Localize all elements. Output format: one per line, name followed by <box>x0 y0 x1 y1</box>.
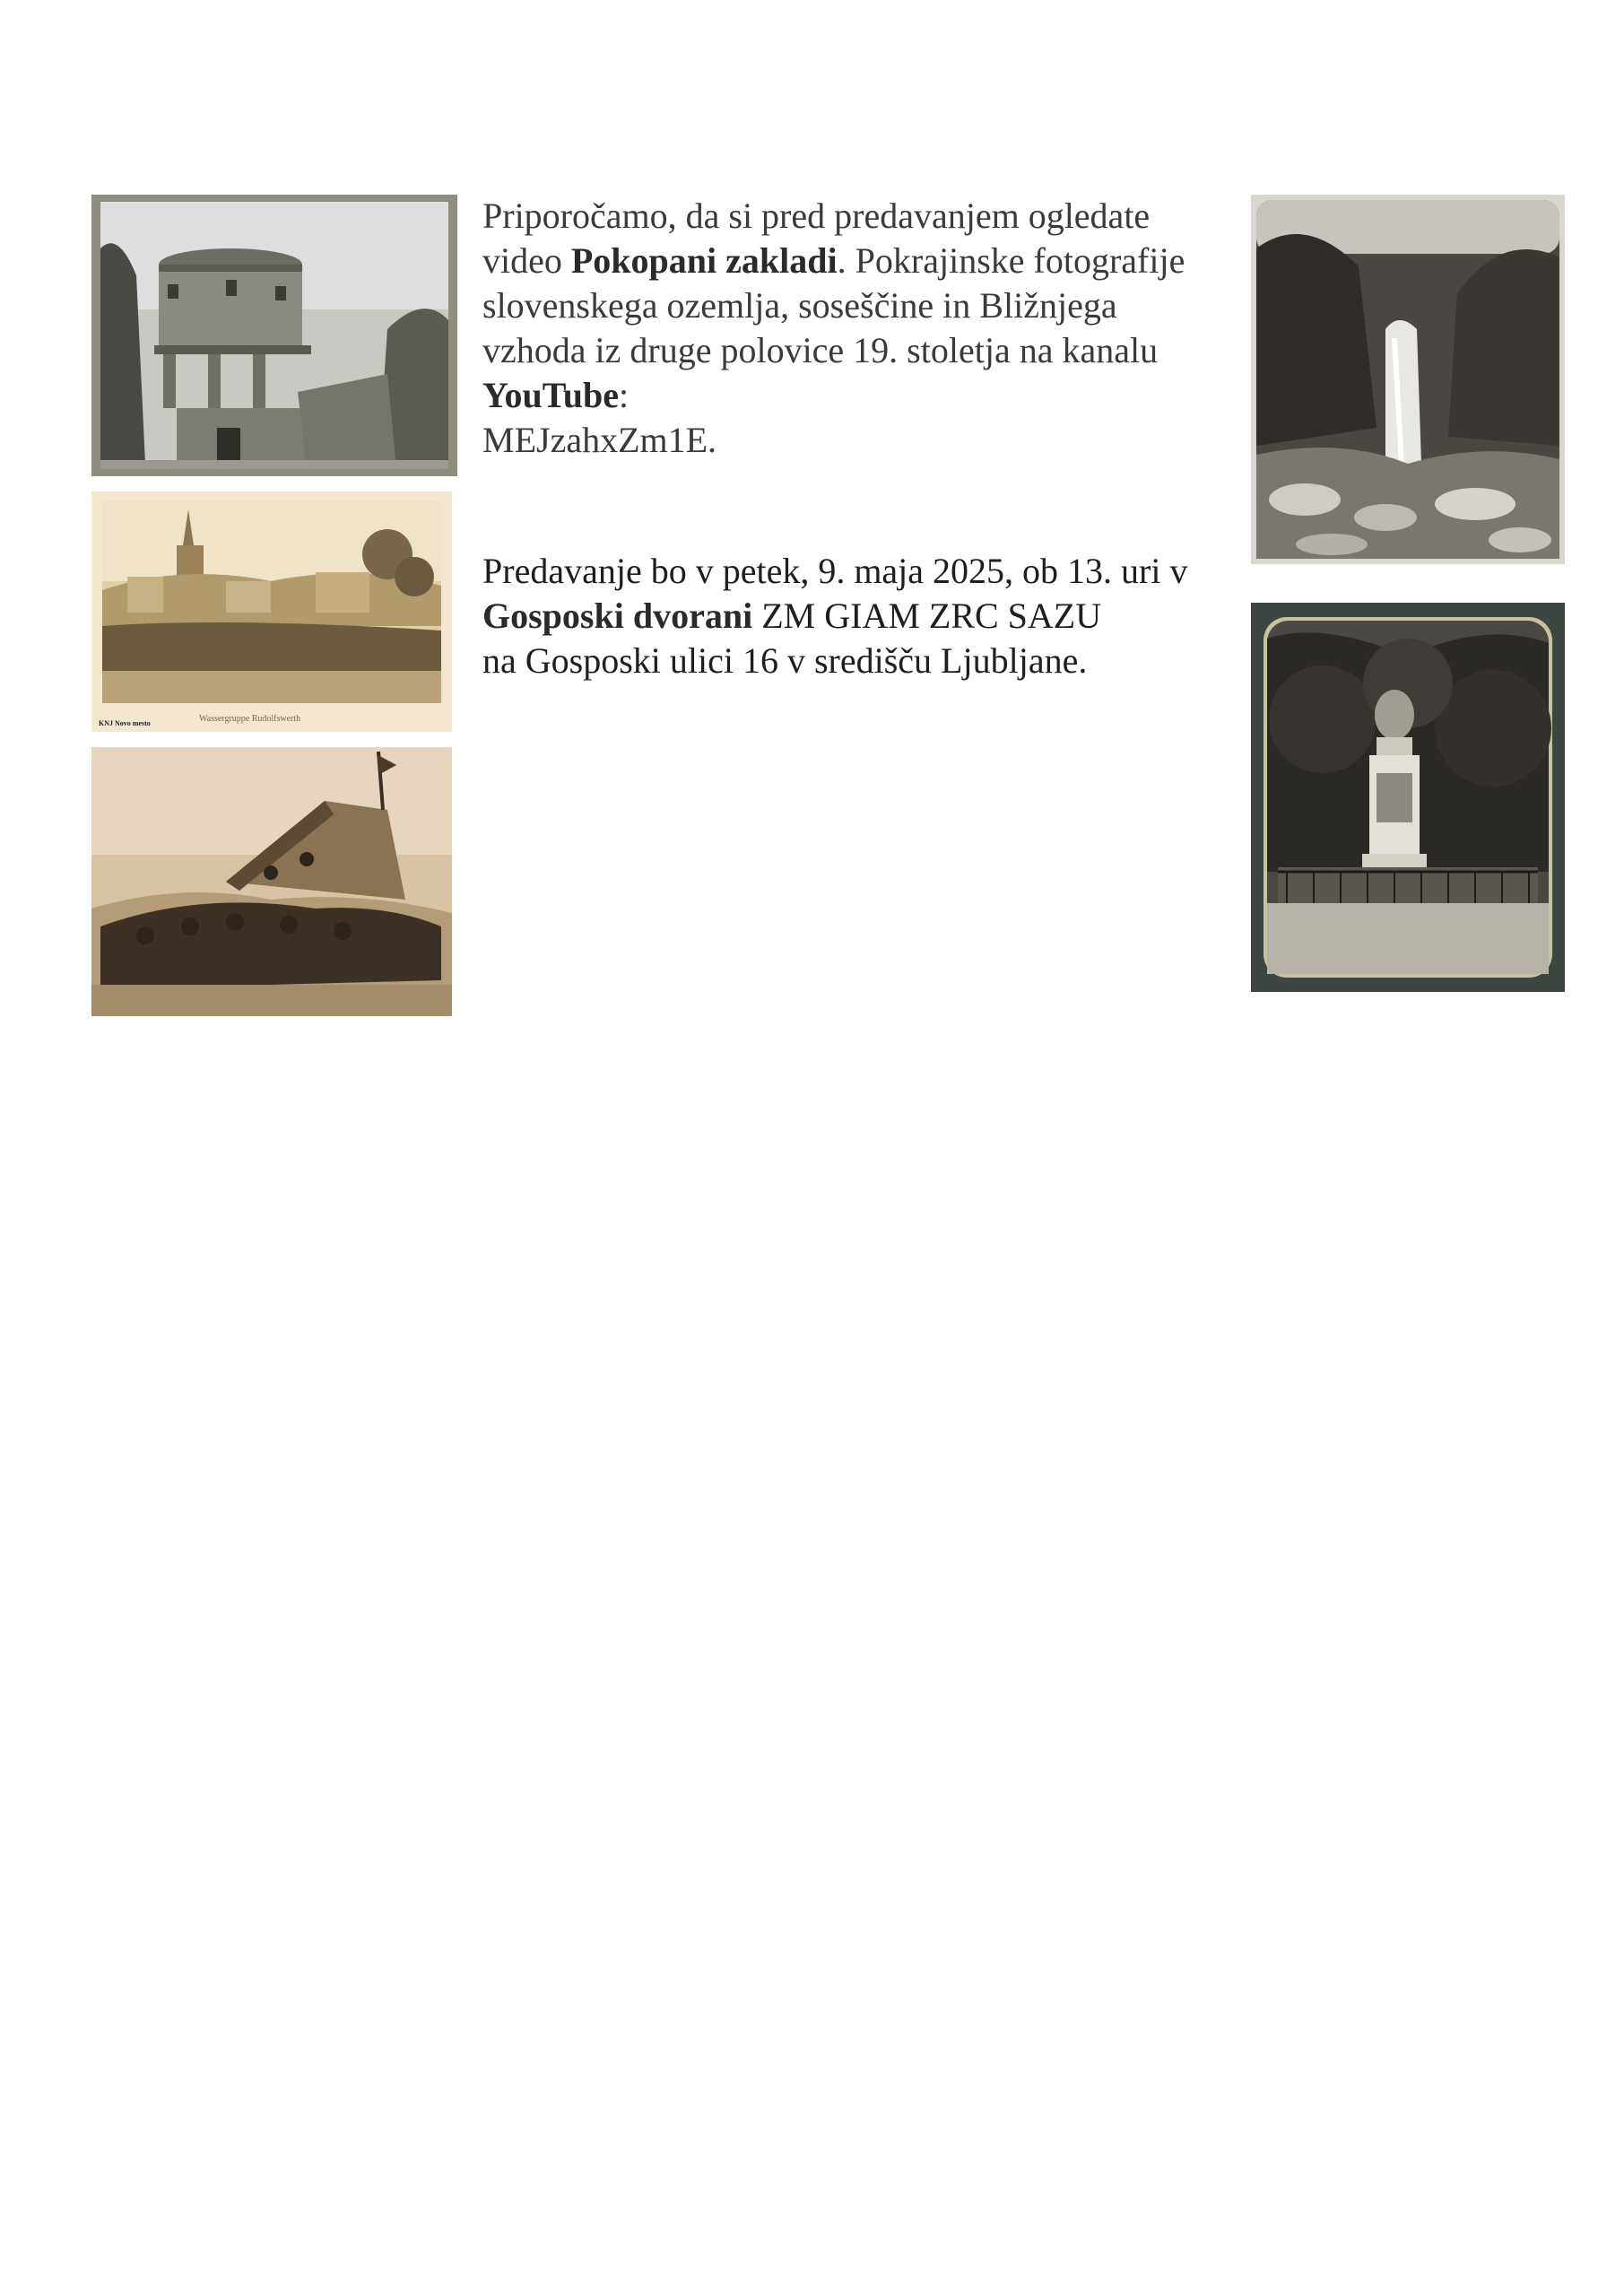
intro-text-1: Priporočamo, da si pred predavanjem ogledate video <box>482 196 1151 281</box>
town-photo-caption: Wassergruppe Rudolfswerth <box>199 714 301 724</box>
event-paragraph <box>482 549 1227 683</box>
photo-waterfall <box>1251 195 1565 564</box>
event-venue-name: Gosposki dvorani <box>482 596 753 636</box>
intro-text-3: : <box>618 375 630 415</box>
photo-mountain-group <box>91 747 452 1016</box>
event-address: na Gosposki ulici 16 v središču Ljubljane. <box>482 640 1088 681</box>
event-date-line: Predavanje bo v petek, 9. maja 2025, ob 13. uri v <box>482 551 1188 591</box>
town-photo-credit: KNJ Novo mesto <box>99 719 151 727</box>
photo-stone-tower <box>91 195 457 476</box>
youtube-video-id: MEJzahxZm1E. <box>482 420 717 460</box>
event-venue-org: ZM GIAM ZRC SAZU <box>752 596 1102 636</box>
video-title: Pokopani zakladi <box>570 240 838 281</box>
intro-text-2: . Pokrajinske fotografije slovenskega ozemlja, soseščine in Bližnjega vzhoda iz druge polovice 19. stoletja na kanalu <box>482 240 1185 370</box>
photo-riverside-town <box>91 491 452 732</box>
intro-paragraph <box>482 194 1227 463</box>
youtube-channel-label: YouTube <box>482 375 619 415</box>
photo-monument-park <box>1251 603 1565 992</box>
